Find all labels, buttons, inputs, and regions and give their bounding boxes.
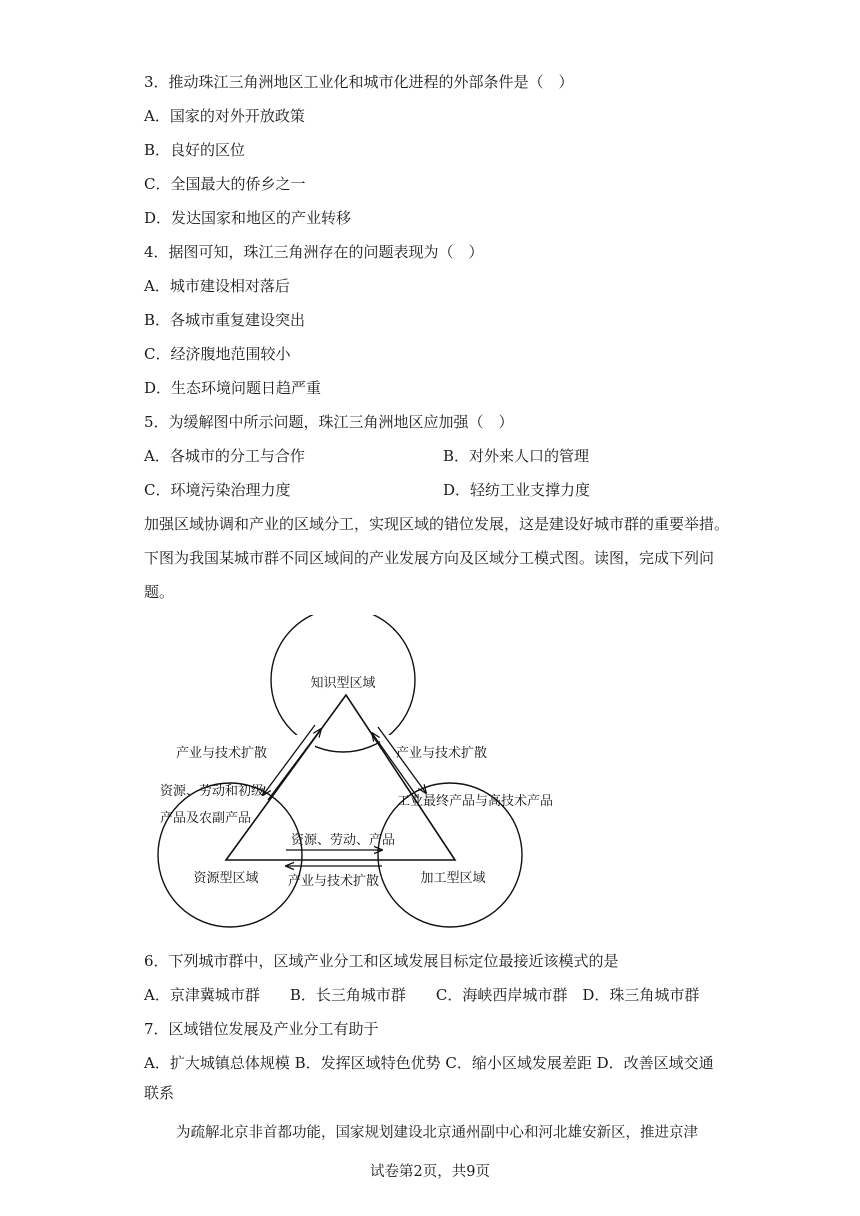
q3-stem: 3．推动珠江三角洲地区工业化和城市化进程的外部条件是（ ） [144, 73, 574, 91]
right-diffusion-label: 产业与技术扩散 [396, 746, 488, 761]
q5-option-b: B．对外来人口的管理 [443, 447, 590, 465]
resource-region-label: 资源型区域 [193, 871, 259, 886]
q4-option-b: B．各城市重复建设突出 [144, 311, 306, 329]
q6-options: A．京津冀城市群 B．长三角城市群 C．海峡西岸城市群 D．珠三角城市群 [144, 986, 700, 1004]
q7-options: A．扩大城镇总体规模 B．发挥区域特色优势 C．缩小区域发展差距 D．改善区域交通 [144, 1054, 714, 1072]
intro-line-2: 下图为我国某城市群不同区域间的产业发展方向及区域分工模式图。读图，完成下列问 [144, 549, 715, 567]
q4-option-c: C．经济腹地范围较小 [144, 345, 291, 363]
page-number: 试卷第2页，共9页 [370, 1164, 490, 1180]
intro-line-1: 加强区域协调和产业的区域分工，实现区域的错位发展，这是建设好城市群的重要举措。 [144, 515, 730, 533]
left-resources-label-1: 资源、劳动和初级 [160, 784, 265, 799]
knowledge-region-label: 知识型区域 [310, 676, 376, 691]
diagram-svg [150, 615, 580, 935]
q5-stem: 5．为缓解图中所示问题，珠江三角洲地区应加强（ ） [144, 413, 514, 431]
intro-line-3: 题。 [144, 583, 175, 601]
bottom-resources-label: 资源、劳动、产品 [291, 833, 396, 848]
q5-option-a: A．各城市的分工与合作 [144, 447, 305, 465]
q7-stem: 7．区域错位发展及产业分工有助于 [144, 1020, 379, 1038]
q4-stem: 4．据图可知，珠江三角洲存在的问题表现为（ ） [144, 243, 484, 261]
left-diffusion-label: 产业与技术扩散 [176, 746, 268, 761]
q7-options-continued: 联系 [144, 1084, 175, 1102]
q3-option-a: A．国家的对外开放政策 [144, 107, 305, 125]
q3-option-d: D．发达国家和地区的产业转移 [144, 209, 352, 227]
q6-stem: 6．下列城市群中，区域产业分工和区域发展目标定位最接近该模式的是 [144, 952, 619, 970]
q4-option-a: A．城市建设相对落后 [144, 277, 290, 295]
q5-option-c: C．环境污染治理力度 [144, 481, 291, 499]
processing-region-label: 加工型区域 [420, 871, 486, 886]
regional-division-diagram [150, 615, 580, 935]
q3-option-b: B．良好的区位 [144, 141, 246, 159]
next-section-intro: 为疏解北京非首都功能，国家规划建设北京通州副中心和河北雄安新区，推进京津 [176, 1125, 698, 1141]
q5-option-d: D．轻纺工业支撑力度 [443, 481, 591, 499]
right-products-label: 工业最终产品与高技术产品 [397, 794, 554, 809]
left-resources-label-2: 产品及农副产品 [160, 811, 252, 826]
q4-option-d: D．生态环境问题日趋严重 [144, 379, 322, 397]
bottom-diffusion-label: 产业与技术扩散 [288, 874, 380, 889]
q3-option-c: C．全国最大的侨乡之一 [144, 175, 306, 193]
